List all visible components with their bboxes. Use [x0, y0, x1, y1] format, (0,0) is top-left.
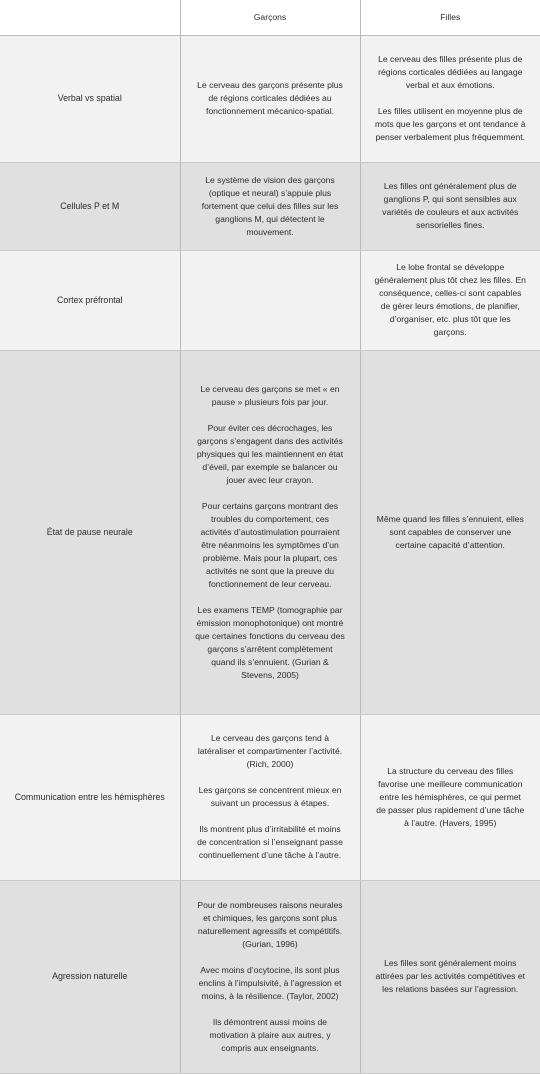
cell-paragraph: Pour éviter ces décrochages, les garçons s’engagent dans des activités physiques qui les maintiennent en état d’éveil, par exemple se balancer ou jouer avec leur crayon.	[196, 422, 344, 485]
row-label: Cellules P et M	[0, 162, 180, 250]
table-body	[0, 35, 540, 1073]
boys-cell	[180, 35, 360, 162]
boys-cell	[180, 162, 360, 250]
row-label: Cortex préfrontal	[0, 250, 180, 350]
girls-cell	[360, 714, 540, 880]
header-empty-cell	[0, 0, 180, 35]
table-row	[0, 350, 540, 714]
boys-cell	[180, 880, 360, 1073]
cell-paragraph: Le lobe frontal se développe généralement plus tôt chez les filles. En conséquence, celles-ci sont capables de gérer leurs émotions, de planifier, d’organiser, etc. plus tôt que les garçons.	[374, 262, 526, 337]
girls-cell	[360, 250, 540, 350]
table-row	[0, 714, 540, 880]
cell-paragraph: Les filles utilisent en moyenne plus de mots que les garçons et ont tendance à penser verbalement plus fréquemment.	[375, 106, 526, 142]
cell-paragraph: Le cerveau des garçons tend à latéraliser et compartimenter l’activité. (Rich, 2000)	[197, 733, 343, 769]
header-boys: Garçons	[180, 0, 360, 35]
cell-paragraph: Ils démontrent aussi moins de motivation à plaire aux autres, y compris aux enseignants.	[209, 1016, 331, 1053]
girls-cell	[360, 35, 540, 162]
boys-cell	[180, 714, 360, 880]
header-girls: Filles	[360, 0, 540, 35]
cell-paragraph: Le système de vision des garçons (optique et neural) s’appuie plus fortement que celui des filles sur les ganglions M, qui détectent le mouvement.	[201, 174, 339, 237]
cell-paragraph: Avec moins d’ocytocine, ils sont plus enclins à l’impulsivité, à l’agression et moins, à la résilience. (Taylor, 2002)	[198, 964, 342, 1001]
table-row	[0, 162, 540, 250]
cell-paragraph: Pour de nombreuses raisons neurales et chimiques, les garçons sont plus naturellement agressifs et compétitifs. (Gurian, 1996)	[197, 899, 343, 949]
cell-paragraph: Pour certains garçons montrant des troubles du comportement, ces activités d’autostimulation pourraient être néanmoins les symptômes d’un problème. Mais pour la plupart, ces activités ne sont que la preuve du fonctionnement de leur cerveau.	[200, 500, 340, 589]
row-label: Communication entre les hémisphères	[0, 714, 180, 880]
cell-paragraph: Le cerveau des garçons présente plus de régions corticales dédiées au fonctionnement mécanico-spatial.	[197, 80, 343, 116]
boys-cell	[180, 350, 360, 714]
boys-cell	[180, 250, 360, 350]
cell-paragraph: Ils montrent plus d’irritabilité et moins de concentration si l’enseignant passe continuellement d’une tâche à l’autre.	[197, 824, 343, 860]
table-header	[0, 0, 540, 35]
cell-paragraph: Les filles ont généralement plus de ganglions P, qui sont sensibles aux variétés de couleurs et aux activités sensorielles fines.	[382, 181, 519, 230]
header-row	[0, 0, 540, 35]
cell-paragraph: Le cerveau des filles présente plus de régions corticales dédiées au langage verbal et aux émotions.	[378, 54, 523, 90]
table-row	[0, 250, 540, 350]
cell-paragraph: Le cerveau des garçons se met « en pause » plusieurs fois par jour.	[200, 383, 340, 407]
girls-cell	[360, 162, 540, 250]
cell-paragraph: Même quand les filles s’ennuient, elles sont capables de conserver une certaine capacité d’attention.	[376, 513, 524, 550]
table-row	[0, 880, 540, 1073]
cell-paragraph: La structure du cerveau des filles favorise une meilleure communication entre les hémisphères, ce qui permet de passer plus rapidement d’une tâche à l’autre. (Havers, 1995)	[376, 765, 525, 828]
girls-cell	[360, 880, 540, 1073]
cell-paragraph: Les filles sont généralement moins attirées par les activités compétitives et les relations basées sur l’agression.	[375, 958, 525, 994]
girls-cell	[360, 350, 540, 714]
row-label: État de pause neurale	[0, 350, 180, 714]
cell-paragraph: Les garçons se concentrent mieux en suivant un processus à étapes.	[198, 785, 342, 808]
table-row	[0, 35, 540, 162]
row-label: Agression naturelle	[0, 880, 180, 1073]
cell-paragraph: Les examens TEMP (tomographie par émission monophotonique) ont montré que certaines fonctions du cerveau des garçons s’arrêtent complètement quand ils s’ennuient. (Gurian & Stevens, 2005)	[195, 604, 345, 680]
row-label: Verbal vs spatial	[0, 35, 180, 162]
